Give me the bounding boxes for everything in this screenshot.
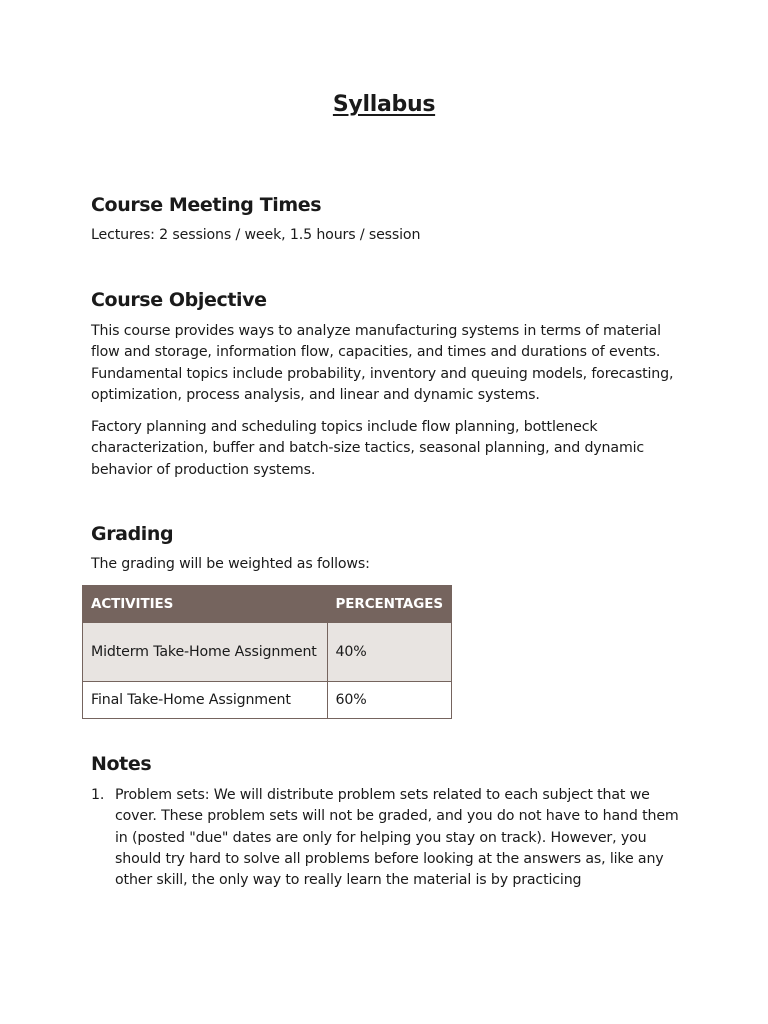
list-item: [91, 785, 691, 891]
column-header-percentages: PERCENTAGES: [327, 586, 451, 623]
notes-heading: Notes: [91, 753, 152, 775]
table-row: [83, 623, 452, 682]
percentage-cell: 40%: [327, 623, 451, 682]
page-title: Syllabus: [332, 92, 436, 117]
grading-intro: The grading will be weighted as follows:: [91, 556, 370, 572]
column-header-activities: ACTIVITIES: [83, 586, 328, 623]
notes-list: [91, 785, 691, 891]
list-item-number: 1.: [91, 787, 105, 803]
table-row: [83, 682, 452, 719]
objective-paragraph-1: This course provides ways to analyze manufacturing systems in terms of material flow and storage, information flow, capacities, and times and durations of events. Fundamental topics include probability, inventory and queuing models, forecasting, optimization, process analysis, and linear and dynamic systems.: [91, 323, 674, 403]
activity-cell: Midterm Take-Home Assignment: [83, 623, 328, 682]
grading-table-header: [83, 586, 452, 623]
list-item-text: Problem sets: We will distribute problem sets related to each subject that we cover. These problem sets will not be graded, and you do not have to hand them in (posted "due" dates are only for helping you stay on track). However, you should try hard to solve all problems before looking at the answers as, like any other skill, the only way to really learn the material is by practicing: [115, 787, 679, 889]
meeting-times-text: Lectures: 2 sessions / week, 1.5 hours / session: [91, 227, 421, 243]
percentage-cell: 60%: [327, 682, 451, 719]
grading-table: [82, 585, 452, 719]
objective-heading: Course Objective: [91, 289, 267, 311]
activity-cell: Final Take-Home Assignment: [83, 682, 328, 719]
objective-paragraph-2: Factory planning and scheduling topics include flow planning, bottleneck characterization, buffer and batch-size tactics, seasonal planning, and dynamic behavior of production systems.: [91, 419, 645, 478]
grading-heading: Grading: [91, 523, 174, 545]
meeting-times-heading: Course Meeting Times: [91, 194, 322, 216]
